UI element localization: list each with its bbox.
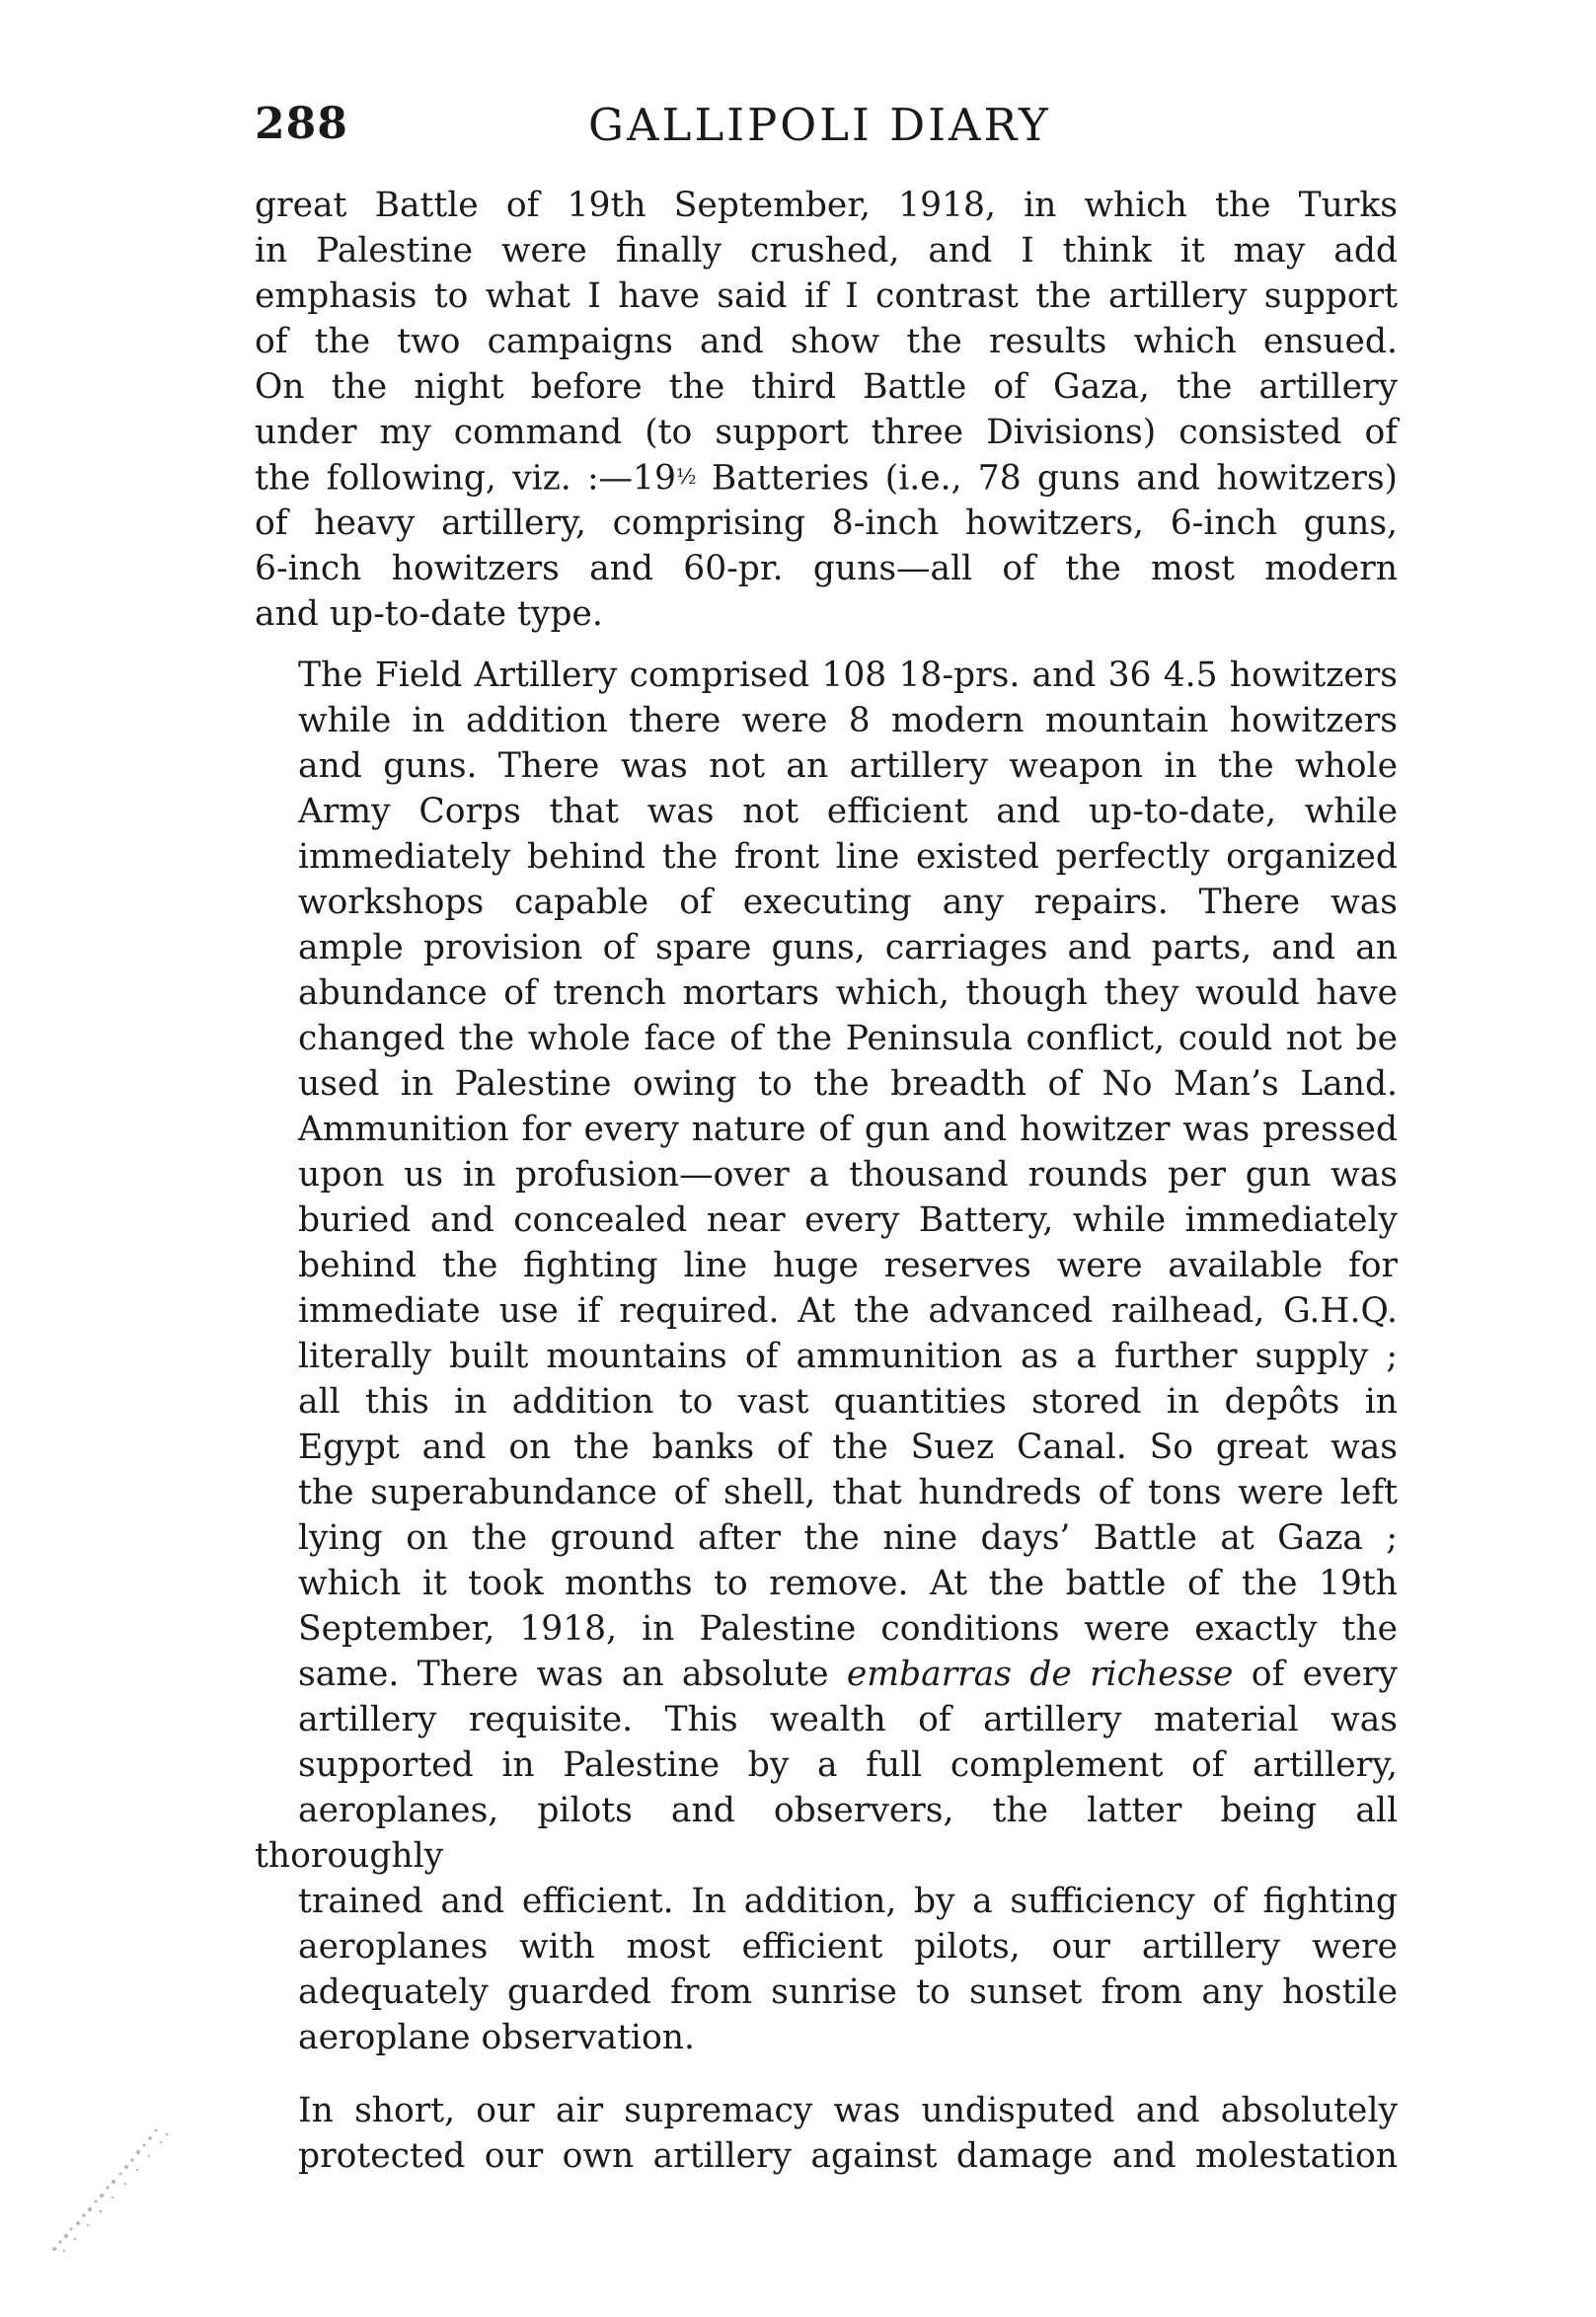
paragraph-3: [255, 2088, 1398, 2179]
text-line: immediate use if required. At the advanced railhead, G.H.Q.: [298, 1291, 1398, 1332]
text-line: aeroplanes, pilots and observers, the latter being all thoroughly: [255, 1791, 1398, 1877]
text-line: the following, viz. :—19½ Batteries (i.e., 78 guns and howitzers): [255, 458, 1398, 499]
text-line: workshops capable of executing any repairs. There was: [298, 883, 1398, 923]
text-line: all this in addition to vast quantities stored in depôts in: [298, 1382, 1398, 1423]
text-line: behind the fighting line huge reserves were available for: [298, 1246, 1398, 1286]
text-line: which it took months to remove. At the battle of the 19th: [298, 1564, 1398, 1604]
text-line: same. There was an absolute embarras de richesse of every: [298, 1655, 1398, 1695]
text-line: adequately guarded from sunrise to sunset from any hostile: [298, 1972, 1398, 2013]
text-line: Ammunition for every nature of gun and howitzer was pressed: [298, 1110, 1398, 1150]
text-line: upon us in profusion—over a thousand rounds per gun was: [298, 1155, 1398, 1196]
text-line: abundance of trench mortars which, though they would have: [298, 973, 1398, 1014]
text-line: protected our own artillery against damage and molestation: [298, 2136, 1398, 2177]
text-line: of the two campaigns and show the results which ensued.: [255, 322, 1398, 361]
text-line: literally built mountains of ammunition as a further supply ;: [298, 1337, 1398, 1377]
text-line: and guns. There was not an artillery weapon in the whole: [298, 746, 1398, 787]
text-line: aeroplane observation.: [298, 2018, 695, 2058]
text-line: the superabundance of shell, that hundreds of tons were left: [298, 1473, 1398, 1513]
text-line: immediately behind the front line existed perfectly organized: [298, 837, 1398, 878]
text-line: buried and concealed near every Battery, while immediately: [298, 1200, 1398, 1241]
text-line: and up-to-date type.: [255, 594, 603, 635]
text-line: aeroplanes with most efficient pilots, our artillery were: [298, 1927, 1398, 1968]
text-line: 6-inch howitzers and 60-pr. guns—all of the most modern: [255, 549, 1398, 589]
faint-stamp-mark: [44, 2101, 192, 2259]
text-line: artillery requisite. This wealth of artillery material was: [298, 1700, 1398, 1740]
text-line: The Field Artillery comprised 108 18-prs. and 36 4.5 howitzers: [298, 656, 1398, 696]
text-line: of heavy artillery, comprising 8-inch howitzers, 6-inch guns,: [255, 503, 1398, 544]
text-line: On the night before the third Battle of Gaza, the artillery: [255, 367, 1398, 407]
text-line: In short, our air supremacy was undisputed and absolutely: [298, 2091, 1398, 2131]
text-line: under my command (to support three Divisions) consisted of: [255, 413, 1398, 452]
page-number: 288: [255, 99, 348, 149]
running-head: [255, 99, 1398, 168]
text-line: emphasis to what I have said if I contrast the artillery support: [255, 276, 1398, 316]
body-text: [255, 183, 1398, 2179]
paragraph-1: [255, 183, 1398, 637]
text-line: while in addition there were 8 modern mountain howitzers: [298, 701, 1398, 741]
text-line: Egypt and on the banks of the Suez Canal. So great was: [298, 1428, 1398, 1468]
text-line: Army Corps that was not efficient and up-to-date, while: [298, 792, 1398, 832]
text-line: supported in Palestine by a full complement of artillery,: [298, 1745, 1398, 1786]
paragraph-2: [255, 653, 1398, 2060]
text-line: ample provision of spare guns, carriages and parts, and an: [298, 928, 1398, 968]
running-title: GALLIPOLI DIARY: [588, 99, 1051, 151]
text-line: great Battle of 19th September, 1918, in which the Turks: [255, 186, 1398, 225]
text-line: trained and efficient. In addition, by a sufficiency of fighting: [298, 1882, 1398, 1922]
text-line: September, 1918, in Palestine conditions were exactly the: [298, 1609, 1398, 1650]
text-line: used in Palestine owing to the breadth of No Man’s Land.: [298, 1064, 1398, 1105]
text-line: in Palestine were finally crushed, and I think it may add: [255, 231, 1398, 270]
text-line: changed the whole face of the Peninsula conflict, could not be: [298, 1019, 1398, 1059]
text-line: lying on the ground after the nine days’ Battle at Gaza ;: [298, 1518, 1398, 1559]
